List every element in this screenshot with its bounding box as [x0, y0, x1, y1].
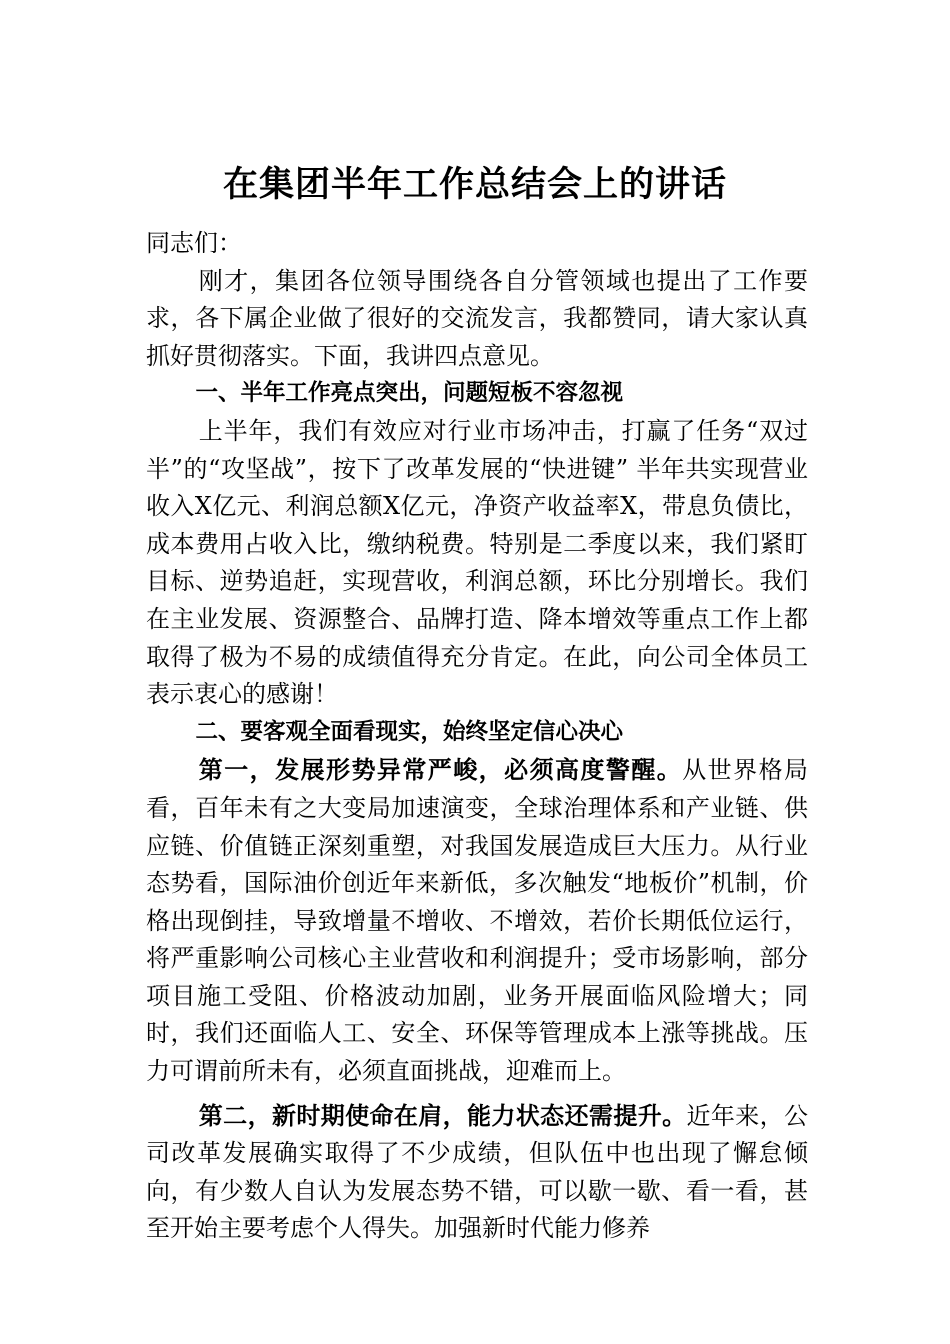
point-1-lead: 第一，发展形势异常严峻，必须高度警醒。: [198, 755, 683, 785]
document-title: 在集团半年工作总结会上的讲话: [222, 164, 727, 205]
section-2-point-2: [146, 1097, 808, 1248]
point-2-text: 近年来，公司改革发展确实取得了不少成绩，但队伍中也出现了懈怠倾向，有少数人自认为发展态势不错，可以歇一歇、看一看，甚至开始主要考虑个人得失。加强新时代能力修养: [146, 1101, 809, 1243]
intro-paragraph: 刚才，集团各位领导围绕各自分管领域也提出了工作要求，各下属企业做了很好的交流发言，我都赞同，请大家认真抓好贯彻落实。下面，我讲四点意见。: [146, 266, 808, 370]
point-1-text: 从世界格局看，百年未有之大变局加速演变，全球治理体系和产业链、供应链、价值链正深刻重塑，对我国发展造成巨大压力。从行业态势看，国际油价创近年来新低，多次触发“地板价”机制，价格出现倒挂，导致增量不增收、不增效，若价长期低位运行，将严重影响公司核心主业营收和利润提升；受市场影响，部分项目施工受阻、价格波动加剧，业务开展面临风险增大；同时，我们还面临人工、安全、环保等管理成本上涨等挑战。压力可谓前所未有，必须直面挑战，迎难而上。: [146, 756, 809, 1086]
section-1-paragraph: 上半年，我们有效应对行业市场冲击，打赢了任务“双过半”的“攻坚战”，按下了改革发展的“快进键” 半年共实现营业收入X亿元、利润总额X亿元，净资产收益率X，带息负债比，成本费用占收入比，缴纳税费。特别是二季度以来，我们紧盯目标、逆势追赶，实现营收，利润总额，环比分别增长。我们在主业发展、资源整合、品牌打造、降本增效等重点工作上都取得了极为不易的成绩值得充分肯定。在此，向公司全体员工表示衷心的感谢！: [146, 416, 808, 709]
section-2-point-1: [146, 751, 808, 1090]
section-2-heading: 二、要客观全面看现实，始终坚定信心决心: [195, 718, 624, 745]
point-2-lead: 第二，新时期使命在肩，能力状态还需提升。: [198, 1100, 687, 1130]
salutation: 同志们：: [146, 229, 242, 257]
document-body: [146, 225, 808, 1248]
section-1-heading: 一、半年工作亮点突出，问题短板不容忽视: [195, 380, 624, 407]
